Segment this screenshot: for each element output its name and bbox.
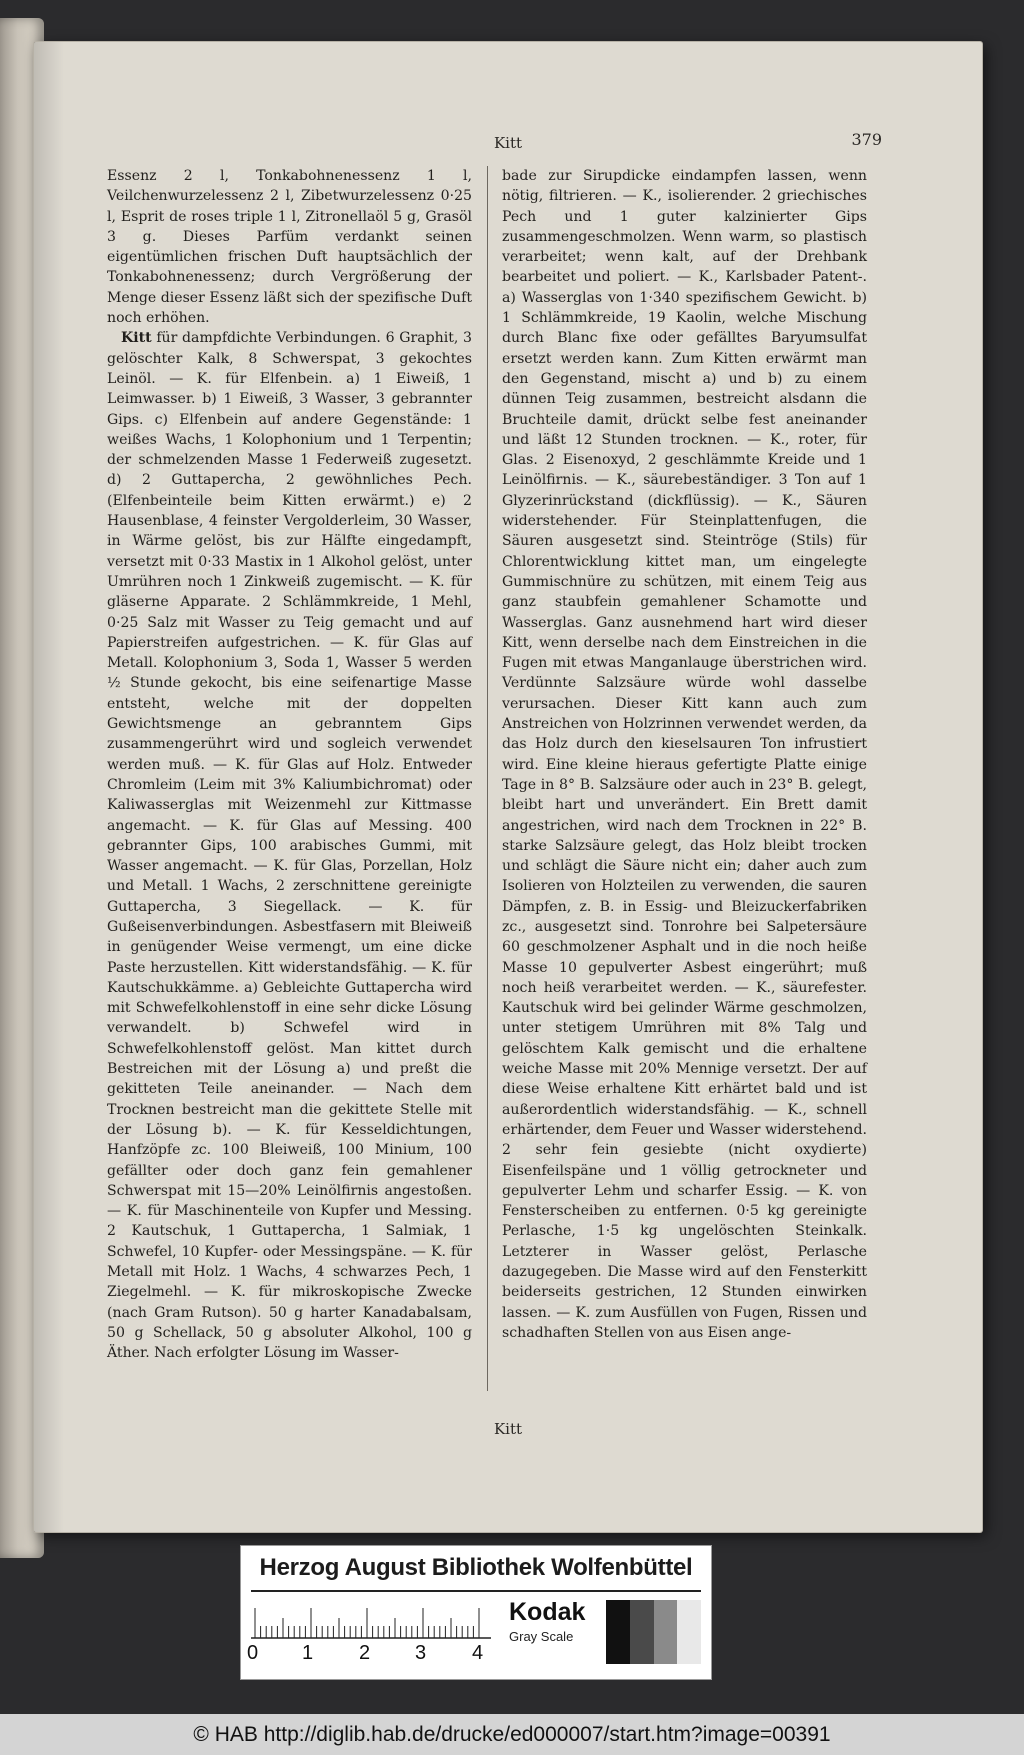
paragraph-kitt-entry: [107, 328, 472, 1363]
gray-swatch: [606, 1600, 630, 1664]
ruler-scale: [251, 1598, 493, 1642]
ruler-number: 2: [359, 1642, 371, 1664]
gutter-shadow: [34, 42, 64, 1532]
source-url-text: © HAB http://diglib.hab.de/drucke/ed000007/start.htm?image=00391: [193, 1723, 831, 1746]
left-column: [107, 166, 472, 1364]
paragraph-perfume-end: Essenz 2 l, Tonkabohnenessenz 1 l, Veilchenwurzelessenz 2 l, Zibetwurzelessenz 0·25 l, Esprit de roses triple 1 l, Zitronellaöl 5 g, Grasöl 3 g. Dieses Parfüm verdankt seinen eigentümlichen frischen Duft hauptsächlich der Tonkabohnenessenz; durch Vergrößerung der Menge dieser Essenz läßt sich der spezifische Duft noch erhöhen.: [107, 168, 472, 327]
catchword: Kitt: [493, 1420, 523, 1438]
gray-swatch: [630, 1600, 654, 1664]
running-head: Kitt: [493, 134, 523, 152]
kodak-logo: Kodak: [509, 1598, 586, 1626]
kitt-entry-text: für dampfdichte Verbindungen. 6 Graphit, 3 gelöschter Kalk, 8 Schwerspat, 3 gekochtes Leinöl. — K. für Elfenbein. a) 1 Eiweiß, 1 Leimwasser. b) 1 Eiweiß, 3 Wasser, 3 gebrannter Gips. c) Elfenbein auf andere Gegenstände: 1 weißes Wachs, 1 Kolophonium und 1 Terpentin; der schmelzenden Masse 1 Federweiß zugesetzt. d) 2 Guttapercha, 2 gewöhnliches Pech. (Elfenbeinteile beim Kitten erwärmt.) e) 2 Hausenblase, 4 feinster Vergolderleim, 30 Wasser, in Wärme gelöst, bis zur Hälfte eingedampft, versetzt mit 0·33 Mastix in 1 Alkohol gelöst, unter Umrühren noch 1 Zinkweiß zugemischt. — K. für gläserne Apparate. 2 Schlämmkreide, 1 Mehl, 0·25 Salz mit Wasser zu Teig gemacht und auf Papierstreifen aufgestrichen. — K. für Glas auf Metall. Kolophonium 3, Soda 1, Wasser 5 werden ½ Stunde gekocht, bis eine seifenartige Masse entsteht, welche mit der doppelten Gewichtsmenge an gebranntem Gips zusammengerührt wird und sogleich verwendet werden muß. — K. für Glas auf Holz. Entweder Chromleim (Leim mit 3% Kaliumbichromat) oder Kaliwasserglas mit Weizenmehl zur Kittmasse angemacht. — K. für Glas auf Messing. 400 gebrannter Gips, 100 arabisches Gummi, mit Wasser angemacht. — K. für Glas, Porzellan, Holz und Metall. 1 Wachs, 2 zerschnittene gereinigte Guttapercha, 3 Siegellack. — K. für Gußeisenverbindungen. Asbestfasern mit Bleiweiß in genügender Weise vermengt, um eine dicke Paste herzustellen. Kitt widerstandsfähig. — K. für Kautschukkämme. a) Gebleichte Guttapercha wird mit Schwefelkohlenstoff in eine sehr dicke Lösung verwandelt. b) Schwefel wird in Schwefelkohlenstoff gelöst. Man kittet durch Bestreichen mit der Lösung a) und preßt die gekitteten Teile aneinander. — Nach dem Trocknen bestreicht man die gekittete Stelle mit der Lösung b). — K. für Kesseldichtungen, Hanfzöpfe zc. 100 Bleiweiß, 100 Minium, 100 gefällter oder doch ganz fein gemahlener Schwerspat mit 15—20% Leinölfirnis angestoßen. — K. für Maschinenteile von Kupfer und Messing. 2 Kautschuk, 1 Guttapercha, 1 Salmiak, 1 Schwefel, 10 Kupfer- oder Messingspäne. — K. für Metall mit Holz. 1 Wachs, 4 schwarzes Pech, 1 Ziegelmehl. — K. für mikroskopische Zwecke (nach Gram Rutson). 50 g harter Kanadabalsam, 50 g Schellack, 50 g absoluter Alkohol, 100 g Äther. Nach erfolgter Lösung im Wasser-: [107, 330, 472, 1362]
source-url-bar: [0, 1714, 1024, 1755]
ruler-number: 0: [247, 1642, 259, 1664]
right-column: [502, 166, 867, 1343]
gray-scale-swatches: [606, 1600, 701, 1664]
gray-scale-label: Gray Scale: [509, 1629, 574, 1644]
headword: Kitt: [121, 330, 152, 347]
column-divider: [487, 166, 488, 1391]
library-color-card: [240, 1545, 712, 1680]
library-name: Herzog August Bibliothek Wolfenbüttel: [259, 1554, 693, 1581]
paragraph-right-column: bade zur Sirupdicke eindampfen lassen, wenn nötig, filtrieren. — K., isolierender. 2 griechisches Pech und 1 guter kalzinierter Gips zusammengeschmolzen. Wenn warm, so plastisch verarbeitet; wenn kalt, auf der Drehbank bearbeitet und poliert. — K., Karlsbader Patent-. a) Wasserglas von 1·340 spezifischem Gewicht. b) 1 Schlämmkreide, 19 Kaolin, welche Mischung durch Blanc fixe oder gefälltes Baryumsulfat ersetzt werden kann. Zum Kitten erwärmt man den Gegenstand, mischt a) und b) zu einem dünnen Teig zusammen, bestreicht alsdann die Bruchteile damit, drückt selbe fest aneinander und läßt 12 Stunden trocknen. — K., roter, für Glas. 2 Eisenoxyd, 2 geschlämmte Kreide und 1 Leinölfirnis. — K., säurebeständiger. 3 Ton auf 1 Glyzerinrückstand (dickflüssig). — K., Säuren widerstehender. Für Steinplattenfugen, die Säuren ausgesetzt sind. Steintröge (Stils) für Chlorentwicklung kittet man, um eingelegte Gummischnüre zu schützen, mit einem Teig aus ganz staubfein gemahlener Schamotte und Wasserglas. Ganz ausnehmend hart wird dieser Kitt, wenn derselbe nach dem Einstreichen in die Fugen mit etwas Manganlauge überstrichen wird. Verdünnte Salzsäure würde wohl dasselbe verursachen. Dieser Kitt kann auch zum Anstreichen von Holzrinnen verwendet werden, da das Holz durch den kieselsauren Ton infrustiert wird. Eine kleine hieraus gefertigte Platte einige Tage in 8° B. Salzsäure oder auch in 23° B. gelegt, bleibt hart und unverändert. Ein Brett damit angestrichen, wird nach dem Trocknen in 22° B. starke Salzsäure gelegt, das Holz bleibt trocken und schlägt die Säure nicht ein; daher auch zum Isolieren von Holzteilen zu verwenden, die sauren Dämpfen, z. B. in Essig- und Bleizuckerfabriken zc., ausgesetzt sind. Tonrohre bei Salpetersäure 60 geschmolzener Asphalt und in die noch heiße Masse 10 gepulverter Asbest eingerührt; muß noch heiß verarbeitet werden. — K., säurefester. Kautschuk wird bei gelinder Wärme geschmolzen, unter stetigem Umrühren mit 8% Talg und gelöschtem Kalk gemischt und die erhaltene weiche Masse mit 20% Mennige versetzt. Der auf diese Weise erhaltene Kitt erhärtet bald und ist außerordentlich widerstandsfähig. — K., schnell erhärtender, dem Feuer und Wasser widerstehend. 2 sehr fein gesiebte (nicht oxydierte) Eisenfeilspäne und 1 völlig getrockneter und gepulverter Lehm und scharfer Essig. — K. von Fensterscheiben zu entfernen. 0·5 kg gereinigte Perlasche, 1·5 kg ungelöschten Steinkalk. Letzterer in Wasser gelöst, Perlasche dazugegeben. Die Masse wird auf den Fensterkitt beiderseits gestrichen, 12 Stunden einwirken lassen. — K. zum Ausfüllen von Fugen, Rissen und schadhaften Stellen von aus Eisen ange-: [502, 168, 867, 1341]
gray-swatch: [654, 1600, 678, 1664]
kodak-label: [509, 1598, 597, 1662]
gray-swatch: [677, 1600, 701, 1664]
ruler-number: 1: [302, 1642, 314, 1664]
page-number: 379: [851, 130, 882, 149]
ruler-number: 3: [415, 1642, 427, 1664]
card-divider: [251, 1590, 701, 1592]
ruler-number: 4: [472, 1642, 484, 1664]
book-page: [34, 42, 982, 1532]
